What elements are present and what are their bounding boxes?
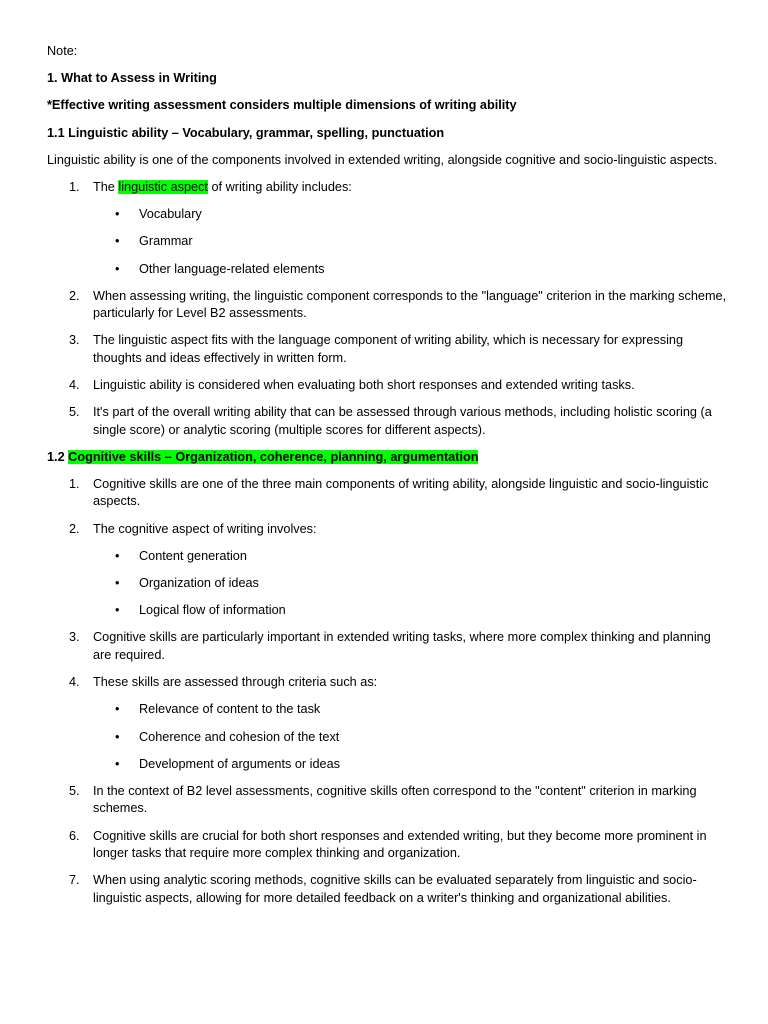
section-1-heading: 1.1 Linguistic ability – Vocabulary, grammar, spelling, punctuation (47, 125, 445, 140)
item-text: Cognitive skills are particularly important in extended writing tasks, where more complex thinking and planning are required. (93, 630, 711, 662)
bullet-list (93, 548, 727, 620)
list-number: 5. (69, 405, 80, 420)
bullet-icon: • (115, 261, 120, 276)
section-2-item-7 (47, 872, 727, 907)
section-2-heading-highlight: Cognitive skills – Organization, coherence, planning, argumentation (68, 449, 479, 464)
list-number: 7. (69, 873, 80, 888)
intro-heading: *Effective writing assessment considers multiple dimensions of writing ability (47, 98, 517, 113)
list-number: 1. (69, 180, 80, 195)
list-number: 3. (69, 333, 80, 348)
item-prefix: The (93, 180, 119, 195)
section-1-intro: Linguistic ability is one of the components involved in extended writing, alongside cognitive and socio-linguistic aspects. (47, 152, 718, 167)
list-number: 6. (69, 828, 80, 843)
section-2-heading-number: 1.2 (47, 449, 69, 464)
item-text: Cognitive skills are crucial for both short responses and extended writing, but they become more prominent in longer tasks that require more complex thinking and organization. (93, 828, 707, 860)
item-text: In the context of B2 level assessments, cognitive skills often correspond to the "content" criterion in marking schemes. (93, 783, 697, 816)
item-text: It's part of the overall writing ability that can be assessed through various methods, including holistic scoring (a single score) or analytic scoring (multiple scores for different aspects). (93, 405, 712, 437)
bullet-icon: • (115, 756, 120, 771)
section-2-item-1 (47, 476, 727, 511)
bullet-item: • Organization of ideas (93, 575, 727, 592)
item-text: When using analytic scoring methods, cognitive skills can be evaluated separately from linguistic and socio-linguistic aspects, allowing for more detailed feedback on a writer's thinking and organizational abilities. (93, 873, 697, 905)
item-text: The linguistic aspect fits with the language component of writing ability, which is necessary for expressing thoughts and ideas effectively in written form. (93, 333, 684, 365)
list-number: 1. (69, 477, 80, 492)
bullet-icon: • (115, 548, 120, 563)
bullet-icon: • (115, 729, 120, 744)
bullet-icon: • (115, 603, 120, 618)
bullet-item: • Other language-related elements (93, 261, 727, 278)
bullet-item: • Development of arguments or ideas (93, 756, 727, 773)
section-2-item-4 (47, 674, 727, 773)
item-suffix: of writing ability includes: (207, 180, 352, 195)
list-number: 5. (69, 783, 80, 798)
bullet-icon: • (115, 207, 120, 222)
section-2-heading (47, 449, 727, 466)
section-1-list (47, 179, 727, 439)
bullet-icon: • (115, 576, 120, 591)
bullet-icon: • (115, 702, 120, 717)
list-number: 2. (69, 521, 80, 536)
item-text: When assessing writing, the linguistic component corresponds to the "language" criterion in the marking scheme, particularly for Level B2 assessments. (93, 288, 727, 321)
document-page (47, 43, 727, 917)
section-2-item-5 (47, 783, 727, 818)
list-number: 4. (69, 675, 80, 690)
item-text: Linguistic ability is considered when evaluating both short responses and extended writing tasks. (93, 378, 635, 393)
bullet-item: • Vocabulary (93, 206, 727, 223)
list-number: 3. (69, 630, 80, 645)
section-2-item-2 (47, 521, 727, 620)
bullet-list (93, 206, 727, 278)
section-1-item-2 (47, 288, 727, 323)
section-1-item-5 (47, 404, 727, 439)
bullet-item: • Logical flow of information (93, 602, 727, 619)
bullet-item: • Grammar (93, 233, 727, 250)
section-1-item-1 (47, 179, 727, 278)
section-2-list (47, 476, 727, 907)
item-text: The cognitive aspect of writing involves: (93, 521, 317, 536)
list-number: 4. (69, 378, 80, 393)
section-2-item-6 (47, 828, 727, 863)
bullet-icon: • (115, 234, 120, 249)
section-2-item-3 (47, 629, 727, 664)
bullet-item: • Coherence and cohesion of the text (93, 729, 727, 746)
note-label: Note: (47, 44, 78, 58)
item-text: These skills are assessed through criteria such as: (93, 675, 378, 690)
section-1-item-4 (47, 377, 727, 394)
main-heading: 1. What to Assess in Writing (47, 71, 217, 86)
list-number: 2. (69, 288, 80, 303)
bullet-list (93, 701, 727, 773)
section-1-item-3 (47, 332, 727, 367)
bullet-item: • Relevance of content to the task (93, 701, 727, 718)
bullet-item: • Content generation (93, 548, 727, 565)
highlighted-text: linguistic aspect (118, 180, 208, 195)
item-text: Cognitive skills are one of the three main components of writing ability, alongside linguistic and socio-linguistic aspects. (93, 477, 709, 509)
